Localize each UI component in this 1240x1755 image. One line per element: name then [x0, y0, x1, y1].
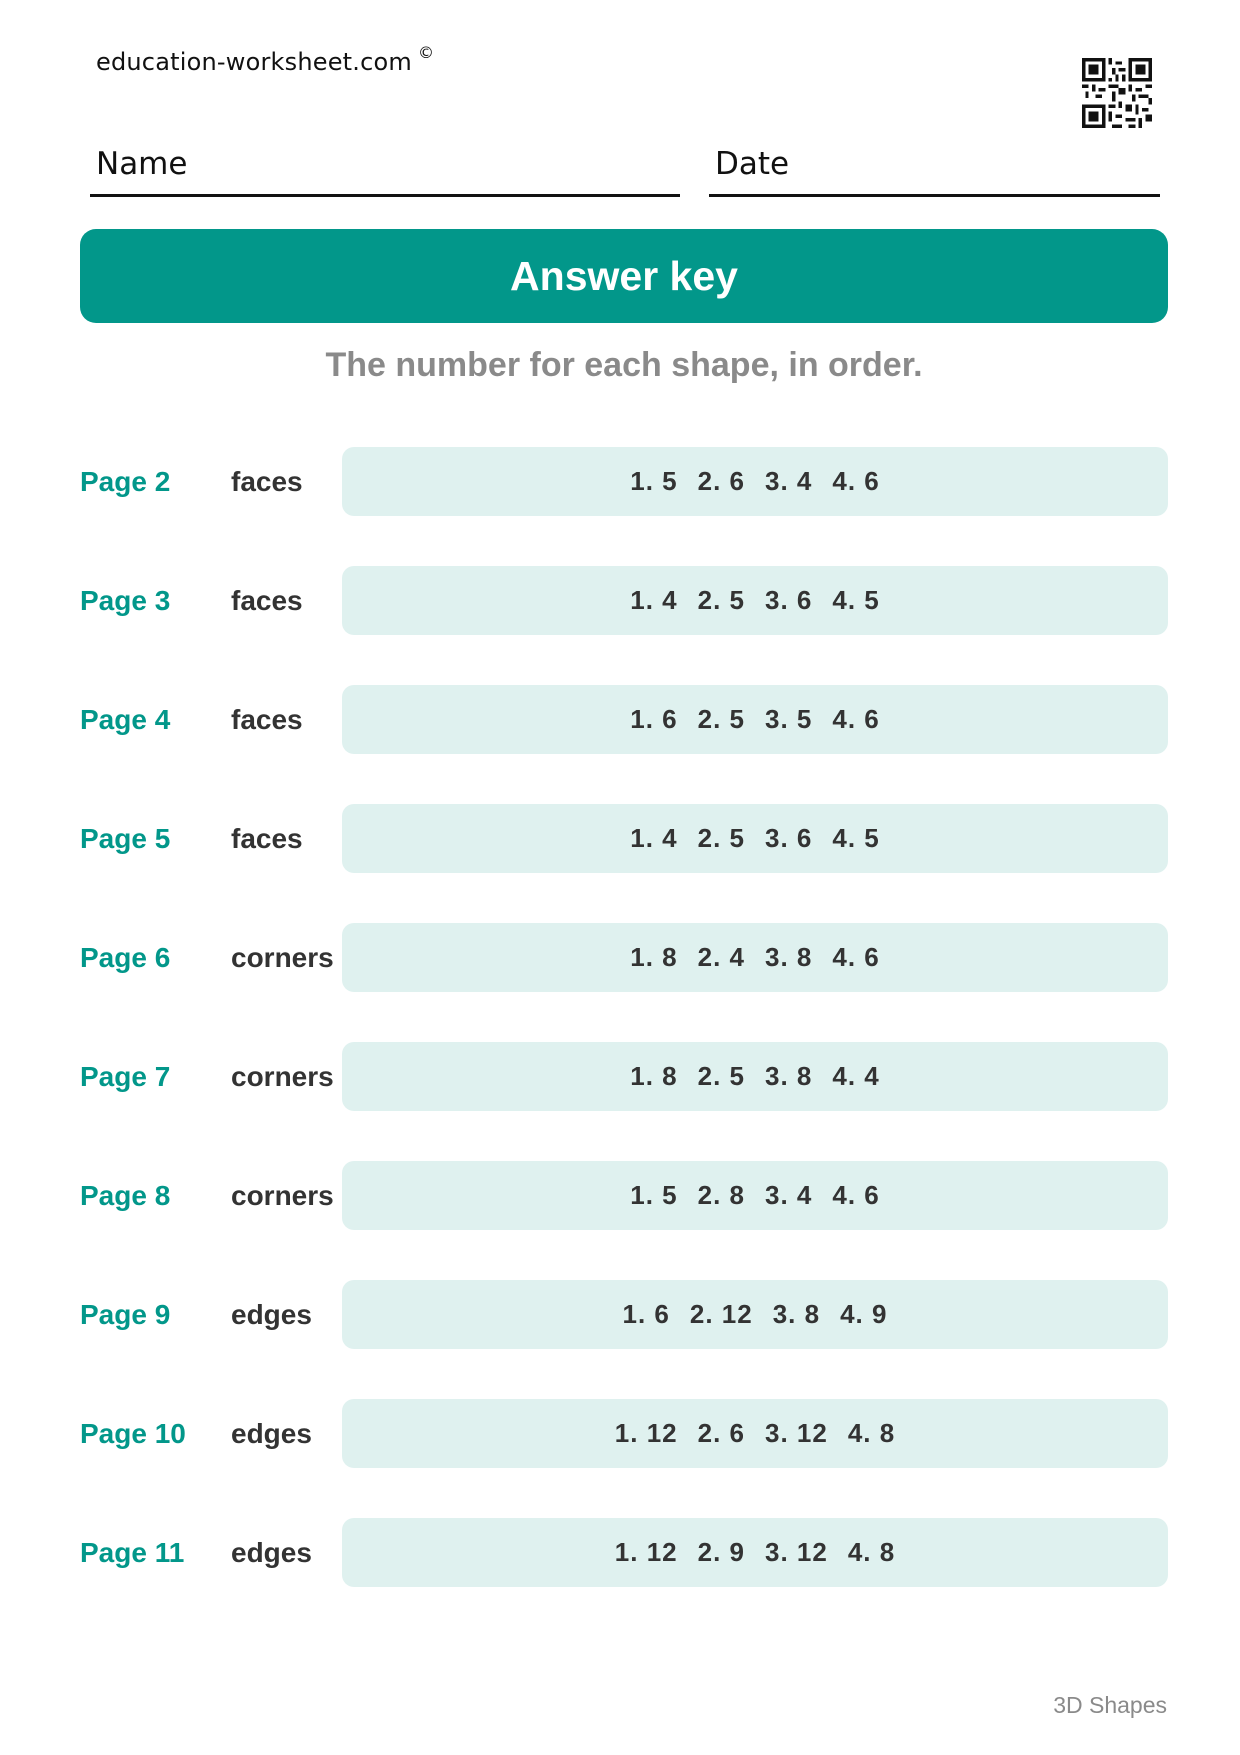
page-label: Page 6 [80, 942, 171, 973]
answer-value: 1. 5 [630, 466, 678, 496]
answer-value: 3. 6 [765, 585, 813, 615]
answer-row [0, 1518, 1240, 1587]
answers-box [342, 685, 1168, 754]
copyright-symbol: © [417, 43, 435, 62]
answer-value: 2. 5 [697, 704, 745, 734]
answer-value: 3. 6 [765, 823, 813, 853]
answer-value: 3. 8 [772, 1299, 821, 1329]
property-label: edges [231, 1299, 312, 1330]
qr-code-icon [1082, 58, 1152, 128]
answer-row [0, 923, 1240, 992]
answer-value: 1. 6 [622, 1299, 670, 1329]
answer-row [0, 1161, 1240, 1230]
answer-value: 1. 8 [630, 942, 678, 972]
answer-value: 2. 5 [697, 1061, 745, 1091]
answer-row [0, 1399, 1240, 1468]
answer-value: 3. 4 [765, 1180, 813, 1210]
answers-box [342, 923, 1168, 992]
answer-value: 2. 8 [697, 1180, 745, 1210]
answer-row [0, 1280, 1240, 1349]
answer-value: 1. 12 [614, 1537, 678, 1567]
worksheet-topic: 3D Shapes [1053, 1692, 1167, 1718]
page-label: Page 2 [80, 466, 171, 497]
site-name: education-worksheet.com [96, 48, 412, 76]
answer-value: 2. 12 [689, 1299, 753, 1329]
answer-value: 2. 6 [697, 1418, 745, 1448]
answers-box [342, 1518, 1168, 1587]
answer-value: 4. 5 [832, 585, 880, 615]
answer-value: 4. 4 [832, 1061, 880, 1091]
answer-value: 1. 4 [630, 823, 678, 853]
banner-title: Answer key [510, 252, 738, 299]
answer-value: 3. 8 [765, 1061, 813, 1091]
answer-value: 2. 6 [697, 466, 745, 496]
answer-row [0, 804, 1240, 873]
answer-value: 3. 12 [765, 1418, 828, 1448]
name-field[interactable] [90, 140, 680, 197]
answer-value: 4. 9 [840, 1299, 888, 1329]
answers-box [342, 1161, 1168, 1230]
answer-value: 2. 5 [697, 585, 745, 615]
property-label: faces [231, 823, 303, 854]
page-label: Page 11 [80, 1537, 185, 1568]
date-field[interactable] [709, 140, 1160, 197]
answers-box [342, 566, 1168, 635]
answer-value: 4. 5 [832, 823, 880, 853]
answer-value: 4. 8 [847, 1418, 896, 1448]
answer-row [0, 1042, 1240, 1111]
answers-box [342, 804, 1168, 873]
answer-value: 4. 6 [832, 942, 880, 972]
answer-value: 1. 8 [630, 1061, 678, 1091]
property-label: faces [231, 704, 303, 735]
answer-value: 4. 6 [832, 704, 880, 734]
answer-value: 4. 6 [832, 466, 880, 496]
page-label: Page 4 [80, 704, 171, 735]
page-label: Page 9 [80, 1299, 171, 1330]
answer-value: 2. 5 [697, 823, 745, 853]
answer-row [0, 566, 1240, 635]
property-label: corners [231, 1180, 334, 1211]
page-label: Page 10 [80, 1418, 186, 1449]
answer-value: 1. 4 [630, 585, 678, 615]
answer-value: 1. 5 [630, 1180, 678, 1210]
answer-row [0, 447, 1240, 516]
answer-value: 3. 4 [765, 466, 813, 496]
page-label: Page 5 [80, 823, 171, 854]
property-label: faces [231, 585, 303, 616]
name-label: Name [96, 146, 188, 182]
property-label: edges [231, 1418, 312, 1449]
answer-value: 1. 6 [630, 704, 678, 734]
answer-value: 4. 8 [847, 1537, 896, 1567]
answer-value: 3. 5 [765, 704, 813, 734]
answers-box [342, 1399, 1168, 1468]
instructions: The number for each shape, in order. [325, 346, 923, 384]
property-label: corners [231, 1061, 334, 1092]
answer-value: 3. 8 [765, 942, 813, 972]
answer-value: 3. 12 [765, 1537, 828, 1567]
answers-box [342, 1042, 1168, 1111]
answers-box [342, 447, 1168, 516]
answer-row [0, 685, 1240, 754]
property-label: faces [231, 466, 303, 497]
answer-list [0, 447, 1240, 1637]
answer-key-banner [80, 229, 1168, 323]
answer-value: 1. 12 [614, 1418, 678, 1448]
page-label: Page 7 [80, 1061, 171, 1092]
property-label: corners [231, 942, 334, 973]
answers-box [342, 1280, 1168, 1349]
answer-value: 2. 4 [697, 942, 745, 972]
date-label: Date [715, 146, 790, 182]
page-label: Page 3 [80, 585, 171, 616]
page-label: Page 8 [80, 1180, 171, 1211]
property-label: edges [231, 1537, 312, 1568]
answer-value: 2. 9 [697, 1537, 745, 1567]
answer-value: 4. 6 [832, 1180, 880, 1210]
site-credit [96, 43, 435, 76]
